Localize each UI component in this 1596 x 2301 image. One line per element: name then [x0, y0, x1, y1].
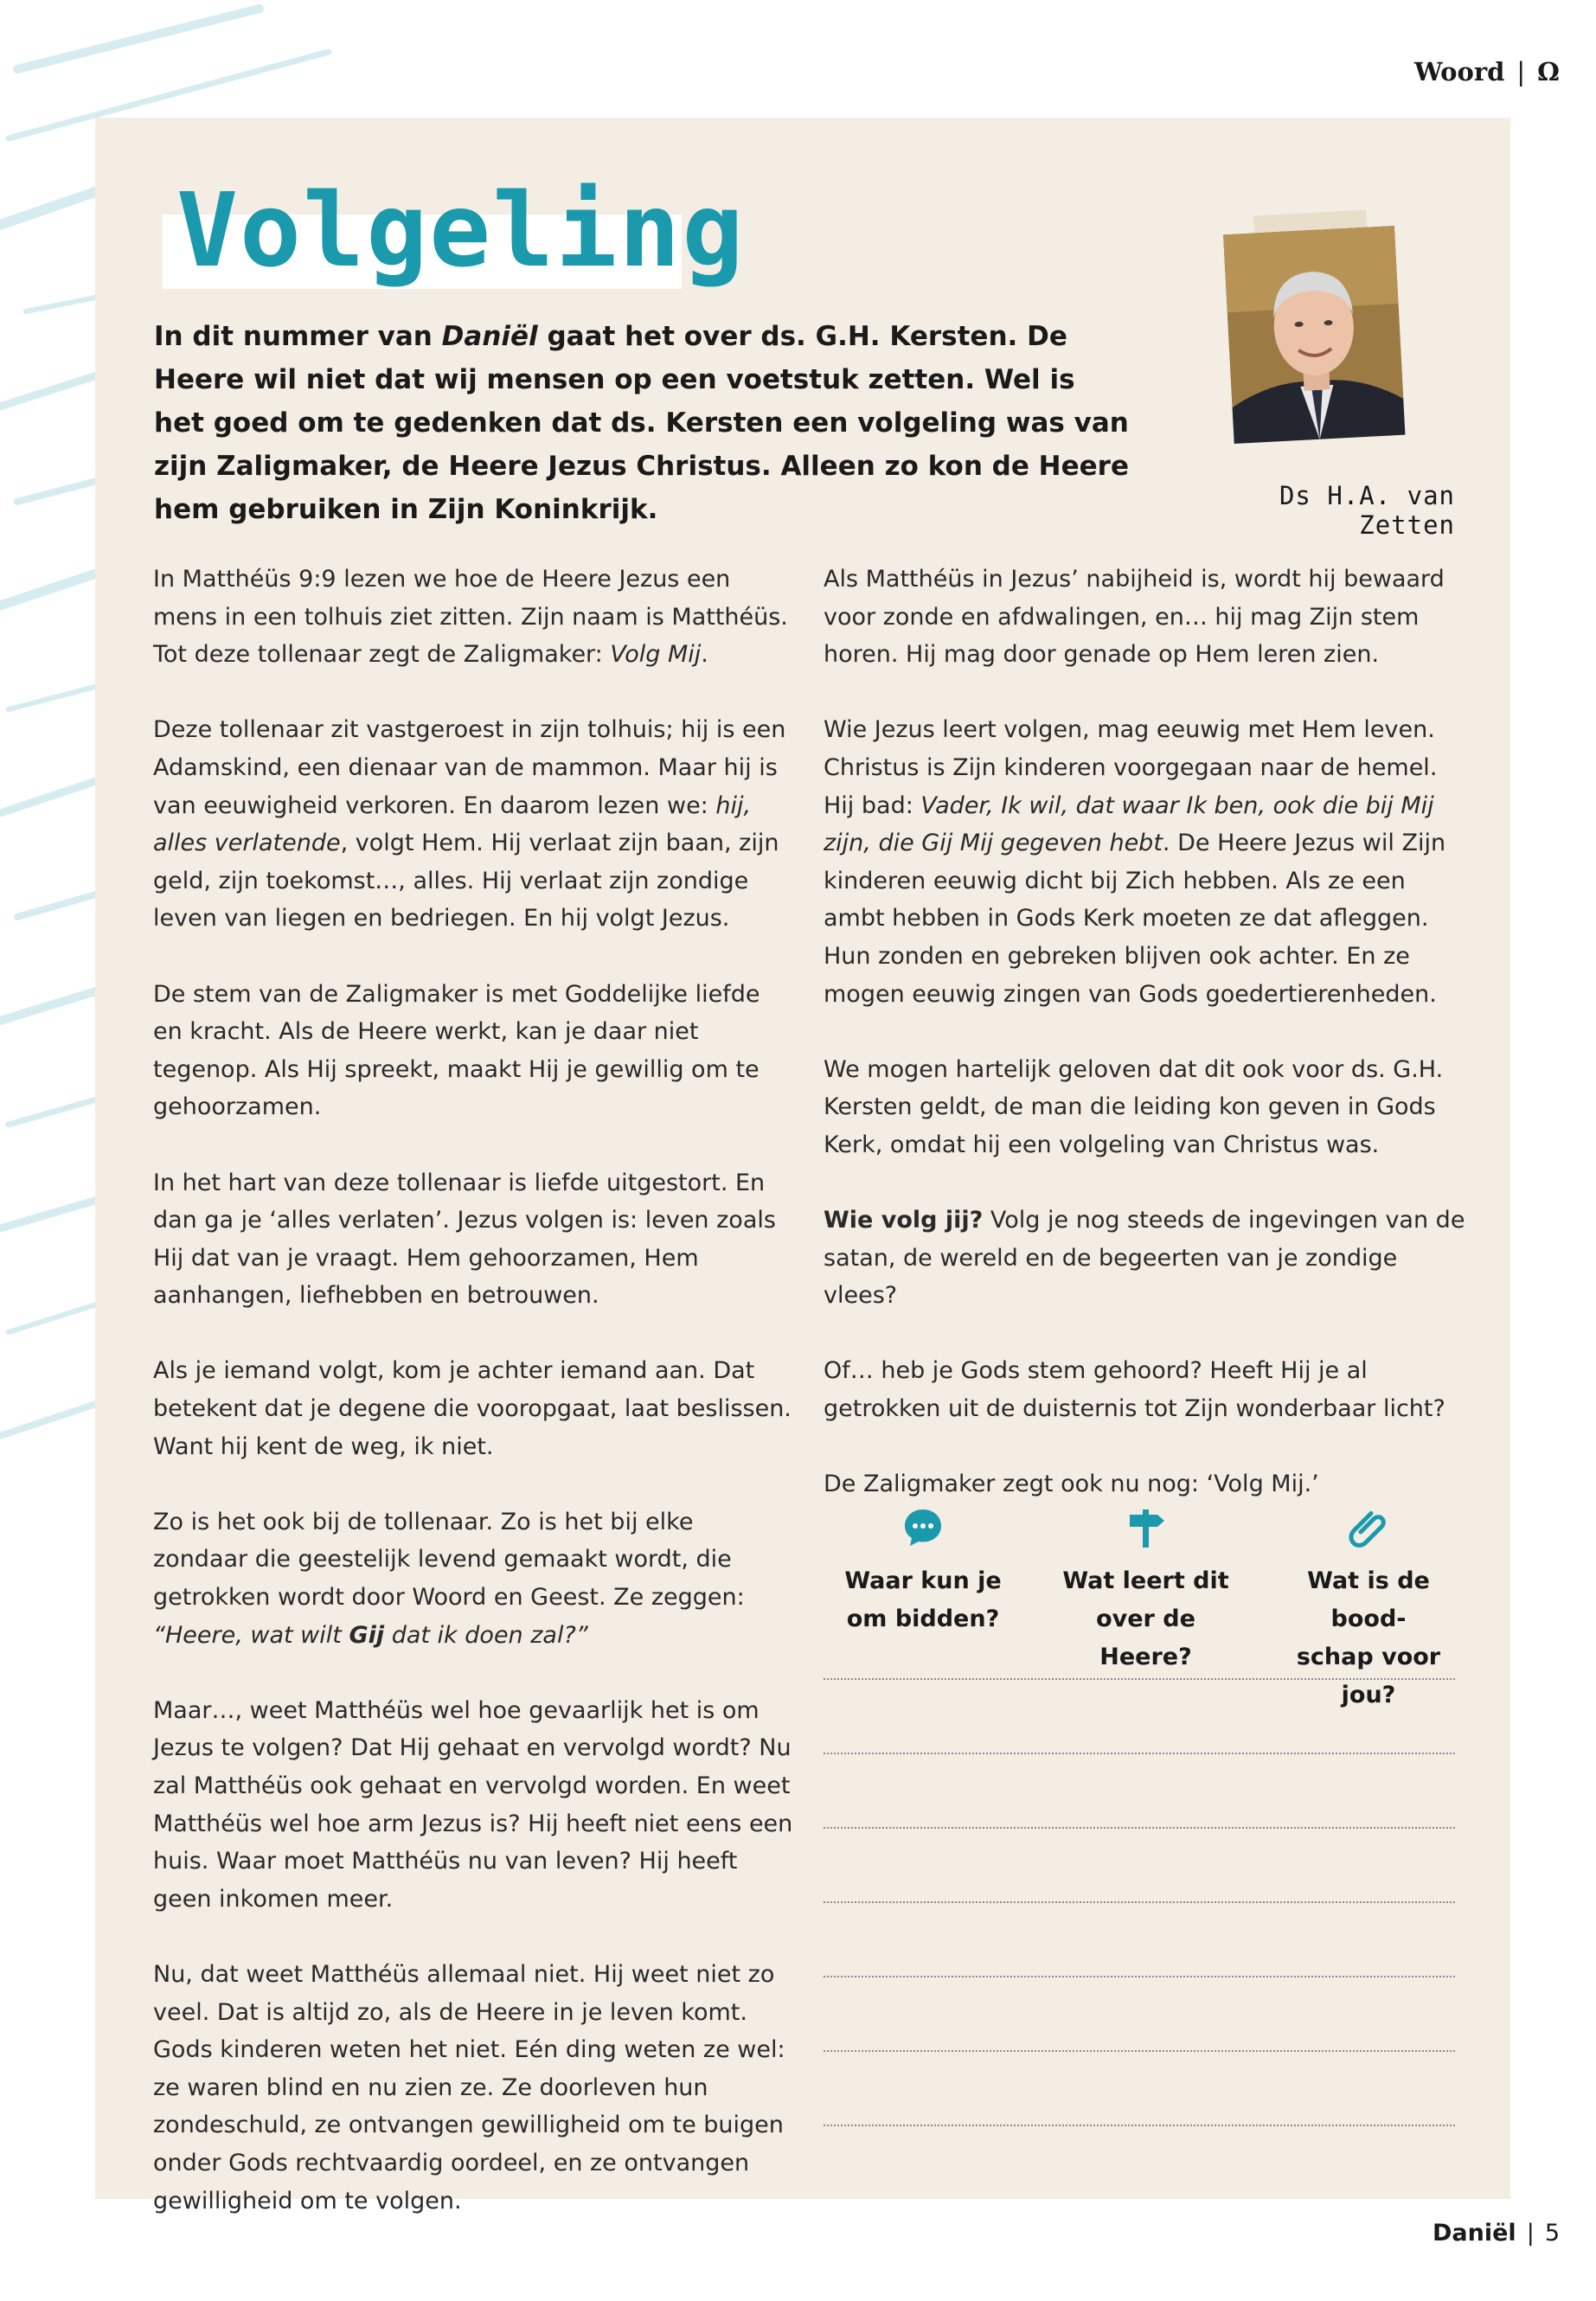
question-label	[1047, 1562, 1246, 1676]
page-number: 5	[1544, 2220, 1560, 2247]
paragraph	[824, 1202, 1468, 1315]
paragraph	[153, 1503, 793, 1654]
question-line: om bidden?	[846, 1606, 1000, 1632]
answer-lines	[824, 1678, 1455, 2199]
text-span: .	[701, 641, 708, 669]
question-line: over de Heere?	[1096, 1606, 1195, 1670]
answer-line[interactable]	[824, 1678, 1455, 1680]
paragraph: Als Matthéüs in Jezus’ nabijheid is, wordt hij bewaard voor zonde en afdwalingen, en… hij mag Zijn stem horen. Hij mag door genade op Hem leren zien.	[824, 566, 1445, 669]
intro-part-2: gaat het over ds. G.H. Kersten. De Heere wil niet dat wij mensen op een voetstuk zetten. Wel is het goed om te gedenken dat ds. Kersten een volgeling was van zijn Zaligmaker, de Heere Jezus Christus. Alleen zo kon de Heere hem gebruiken in Zijn Koninkrijk.	[154, 321, 1129, 525]
text-span: Wie Jezus leert volgen, mag eeuwig met Hem leven. Christus is Zijn kinderen voorgegaan naar de hemel. Hij bad:	[824, 716, 1438, 819]
magazine-name: Daniël	[1433, 2220, 1516, 2247]
section-header	[1414, 57, 1560, 87]
text-span: Zo is het ook bij de tollenaar. Zo is het bij elke zondaar die geestelijk levend gemaakt wordt, die getrokken wordt door Woord en Geest. Ze zeggen:	[153, 1508, 745, 1612]
text-span: In Matthéüs 9:9 lezen we hoe de Heere Jezus een mens in een tolhuis ziet zitten. Zijn naam is Matthéüs. Tot deze tollenaar zegt de Zaligmaker:	[153, 566, 788, 669]
answer-line[interactable]	[824, 2125, 1455, 2126]
paragraph: Of… heb je Gods stem gehoord? Heeft Hij je al getrokken uit de duisternis tot Zijn wonderbaar licht?	[824, 1357, 1445, 1423]
speech-bubble-icon	[824, 1503, 1022, 1552]
text-span: Volg je nog steeds de ingevingen van de satan, de wereld en de begeerten van je zondige vlees?	[824, 1207, 1465, 1310]
paragraph: De stem van de Zaligmaker is met Goddelijke liefde en kracht. Als de Heere werkt, kan je daar niet tegenop. Als Hij spreekt, maakt Hij je gewillig om te gehoorzamen.	[153, 980, 760, 1121]
photo-caption: Ds H.A. van Zetten	[1279, 481, 1455, 540]
text-span: Deze tollenaar zit vastgeroest in zijn tolhuis; hij is een Adamskind, een dienaar van de mammon. Maar hij is van eeuwigheid verkoren. En daarom lezen we:	[153, 716, 786, 819]
emphasis: dat ik doen zal?”	[384, 1621, 588, 1649]
strong-text: Wie volg jij?	[824, 1207, 984, 1234]
paragraph: Maar…, weet Matthéüs wel hoe gevaarlijk het is om Jezus te volgen? Dat Hij gehaat en vervolgd wordt? Nu zal Matthéüs ook gehaat en vervolgd worden. En weet Matthéüs wel hoe arm Jezus is? Hij heeft niet eens een huis. Waar moet Matthéüs nu van leven? Hij heeft geen inkomen meer.	[153, 1696, 793, 1913]
question-label	[824, 1562, 1022, 1638]
footer-separator: |	[1526, 2220, 1535, 2247]
emphasis: Vader, Ik wil, dat waar Ik ben, ook die bij Mij zijn, die Gij Mij gegeven hebt	[824, 792, 1434, 857]
text-span: . De Heere Jezus wil Zijn kinderen eeuwig dicht bij Zich hebben. Als ze een ambt hebben in Gods Kerk moeten ze dat afleggen. Hun zonden en gebreken blijven ook achter. En ze mogen eeuwig zingen van Gods goedertierenheden.	[824, 830, 1446, 1008]
paragraph: De Zaligmaker zegt ook nu nog: ‘Volg Mij.’	[824, 1471, 1319, 1498]
answer-line[interactable]	[824, 1753, 1455, 1754]
answer-line[interactable]	[824, 1976, 1455, 1977]
portrait-image	[1223, 226, 1405, 444]
emphasis: Volg Mij	[610, 641, 702, 669]
question-line: Waar kun je	[844, 1567, 1002, 1594]
paragraph	[153, 711, 793, 938]
question-line: Wat is de bood-	[1307, 1567, 1430, 1632]
title-block	[154, 170, 745, 291]
section-label: Woord	[1413, 57, 1505, 87]
emphasis: hij, alles verlatende	[153, 792, 752, 857]
omega-icon: Ω	[1537, 57, 1560, 87]
paragraph	[153, 561, 793, 674]
answer-line[interactable]	[824, 2050, 1455, 2052]
portrait-illustration	[1223, 226, 1405, 444]
intro-part-1: In dit nummer van	[154, 321, 442, 352]
paragraph	[824, 711, 1468, 1013]
header-separator: |	[1516, 57, 1526, 87]
paragraph: We mogen hartelijk geloven dat dit ook voor ds. G.H. Kersten geldt, de man die leiding kon geven in Gods Kerk, omdat hij een volgeling van Christus was.	[824, 1055, 1444, 1158]
paperclip-icon	[1269, 1503, 1468, 1552]
answer-line[interactable]	[824, 1827, 1455, 1829]
intro-text	[154, 315, 1131, 531]
signpost-icon	[1047, 1503, 1246, 1552]
right-column	[824, 561, 1468, 1541]
portrait-photo	[1223, 217, 1406, 444]
paragraph: Als je iemand volgt, kom je achter iemand aan. Dat betekent dat je degene die vooropgaat, laat beslissen. Want hij kent de weg, ik niet.	[153, 1357, 792, 1460]
text-span: , volgt Hem. Hij verlaat zijn baan, zijn geld, zijn toekomst…, alles. Hij verlaat zijn zondige leven van liegen en bedriegen. En hij volgt Jezus.	[153, 830, 779, 933]
paragraph: In het hart van deze tollenaar is liefde uitgestort. En dan ga je ‘alles verlaten’. Jezus volgen is: leven zoals Hij dat van je vraagt. Hem gehoorzamen, Hem aanhangen, liefhebben en betrouwen.	[153, 1169, 776, 1310]
paragraph: Nu, dat weet Matthéüs allemaal niet. Hij weet niet zo veel. Dat is altijd zo, als de Heere in je leven komt. Gods kinderen weten het niet. Eén ding weten ze wel: ze waren blind en nu zien ze. Ze doorleven hun zondeschuld, ze ontvangen gewilligheid om te buigen onder Gods rechtvaardig oordeel, en ze ontvangen gewilligheid om te volgen.	[153, 1960, 785, 2214]
answer-line[interactable]	[824, 1901, 1455, 1903]
intro-magazine: Daniël	[441, 321, 538, 352]
question-line: schap voor jou?	[1296, 1644, 1441, 1708]
emphasis: “Heere, wat wilt	[153, 1621, 349, 1649]
page-title: Volgeling	[176, 170, 746, 290]
page-footer	[1433, 2220, 1560, 2247]
article-panel	[95, 118, 1510, 2214]
left-column	[153, 561, 793, 2258]
question-line: Wat leert dit	[1062, 1567, 1229, 1594]
strong-emphasis: Gij	[349, 1621, 385, 1649]
